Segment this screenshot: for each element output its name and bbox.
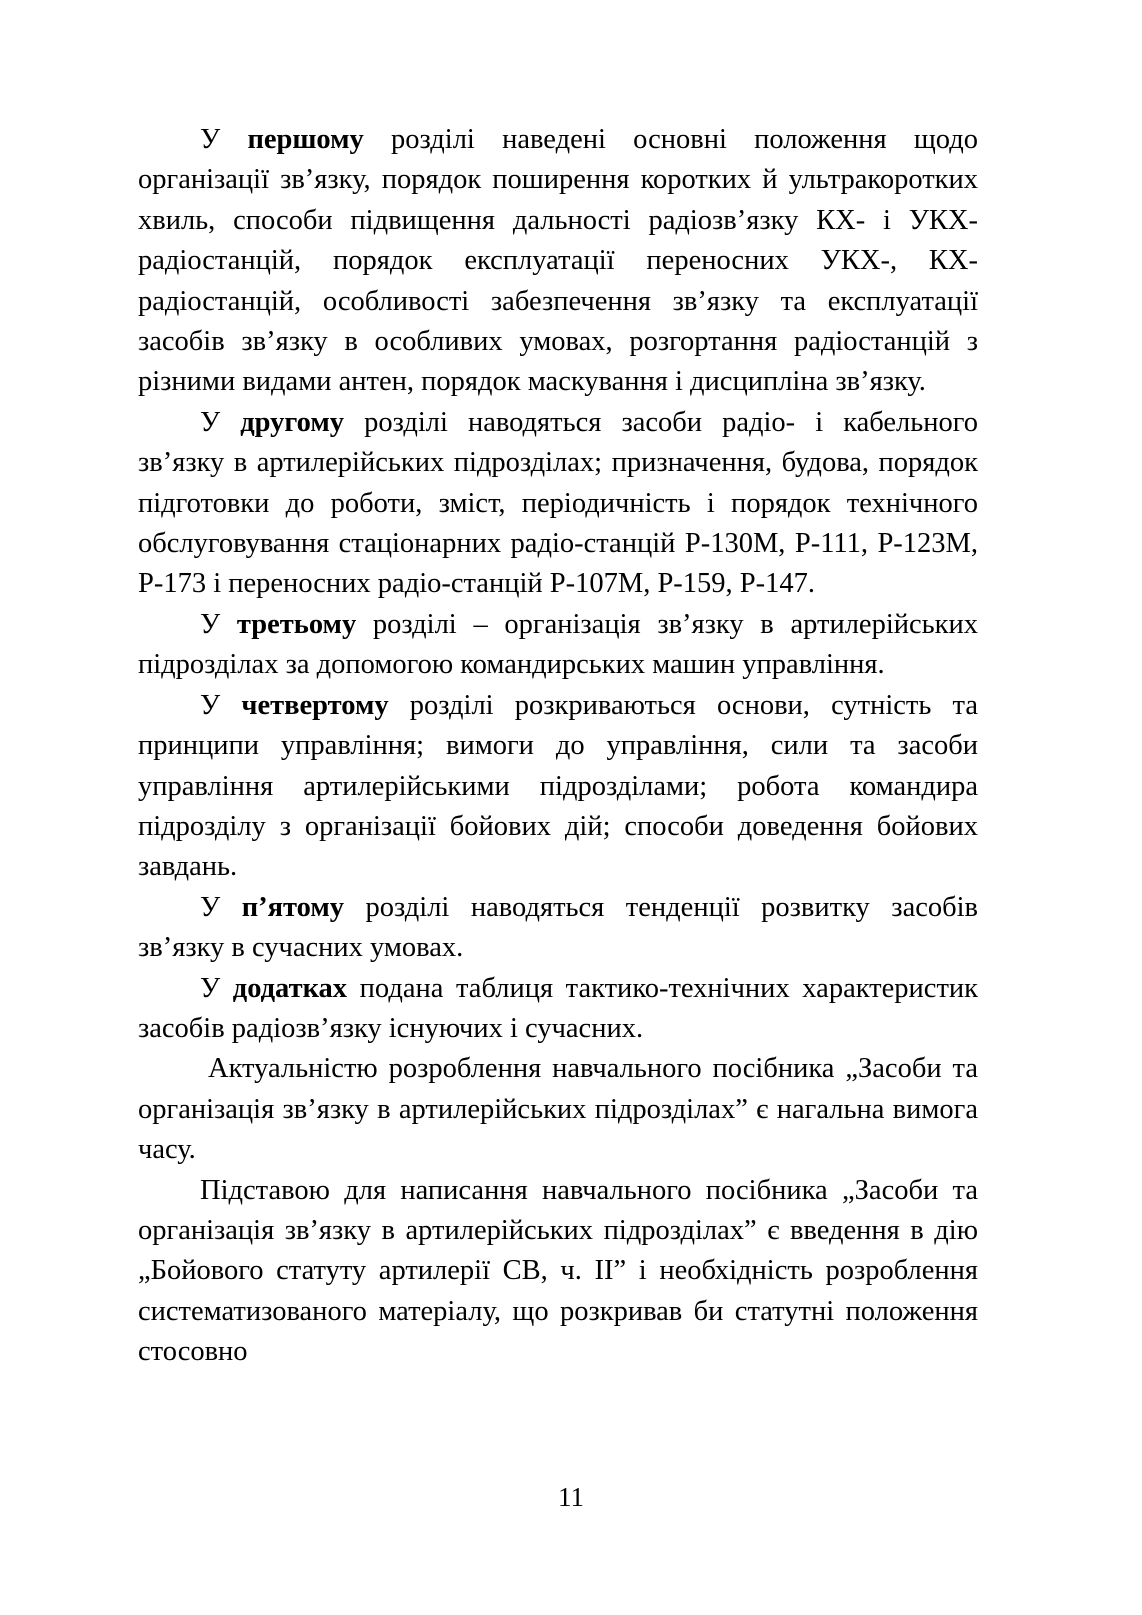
paragraph-text: розділі розкриваються основи, сутність та принципи управління; вимоги до управління, сили та засоби управління артилерійськими підрозділами; робота командира підрозділу з організації бойових дій; способи доведення бойових завдань. [138, 689, 978, 883]
paragraph-third-section [138, 605, 978, 686]
paragraph-emphasis: другому [240, 406, 345, 438]
paragraph-text: Підставою для написання навчального посібника „Засоби та організація зв’язку в артилерійських підрозділах” є введення в дію „Бойового статуту артилерії СВ, ч. ІІ” і необхідність розроблення систематизованого матеріалу, що розкривав би статутні положення стосовно [138, 1174, 978, 1368]
paragraph-relevance [138, 1049, 978, 1170]
paragraph-fifth-section [138, 888, 978, 969]
paragraph-lead: У [200, 608, 237, 640]
paragraph-fourth-section [138, 686, 978, 888]
paragraph-second-section [138, 403, 978, 605]
paragraph-lead: У [200, 689, 242, 721]
paragraph-lead: У [200, 891, 242, 923]
paragraph-emphasis: четвертому [241, 689, 389, 721]
paragraph-emphasis: додатках [232, 972, 348, 1004]
paragraph-text: розділі наводяться тенденції розвитку засобів зв’язку в сучасних умовах. [138, 891, 978, 964]
paragraph-lead: У [200, 124, 248, 155]
paragraph-text: Актуальністю розроблення навчального посібника „Засоби та організація зв’язку в артилерійських підрозділах” є нагальна вимога часу. [138, 1053, 978, 1166]
paragraph-emphasis: третьому [236, 608, 357, 640]
page-number: 11 [558, 1482, 584, 1512]
paragraph-text: розділі – організація зв’язку в артилерійських підрозділах за допомогою командирських машин управління. [138, 608, 978, 681]
paragraph-emphasis: першому [247, 124, 364, 155]
paragraph-appendices [138, 969, 978, 1050]
paragraph-text: подана таблиця тактико-технічних характеристик засобів радіозв’язку існуючих і сучасних. [138, 972, 978, 1044]
paragraph-lead: У [200, 972, 233, 1004]
paragraph-basis [138, 1171, 978, 1373]
paragraph-text: розділі наводяться засоби радіо- і кабельного зв’язку в артилерійських підрозділах; призначення, будова, порядок підготовки до роботи, зміст, періодичність і порядок технічного обслуговування стаціонарних радіо-станцій Р-130М, Р-111, Р-123М, Р-173 і переносних радіо-станцій Р-107М, Р-159, Р-147. [138, 406, 979, 600]
paragraph-text: розділі наведені основні положення щодо організації зв’язку, порядок поширення коротких й ультракоротких хвиль, способи підвищення дальності радіозв’язку КХ- і УКХ-радіостанцій, порядок експлуатації переносних УКХ-, КХ-радіостанцій, особливості забезпечення зв’язку та експлуатації засобів зв’язку в особливих умовах, розгортання радіостанцій з різними видами антен, порядок маскування і дисципліна зв’язку. [138, 124, 978, 398]
paragraph-first-section [138, 120, 978, 403]
paragraph-lead: У [200, 406, 241, 438]
paragraph-emphasis: п’ятому [241, 891, 345, 923]
page-body [138, 120, 978, 1373]
